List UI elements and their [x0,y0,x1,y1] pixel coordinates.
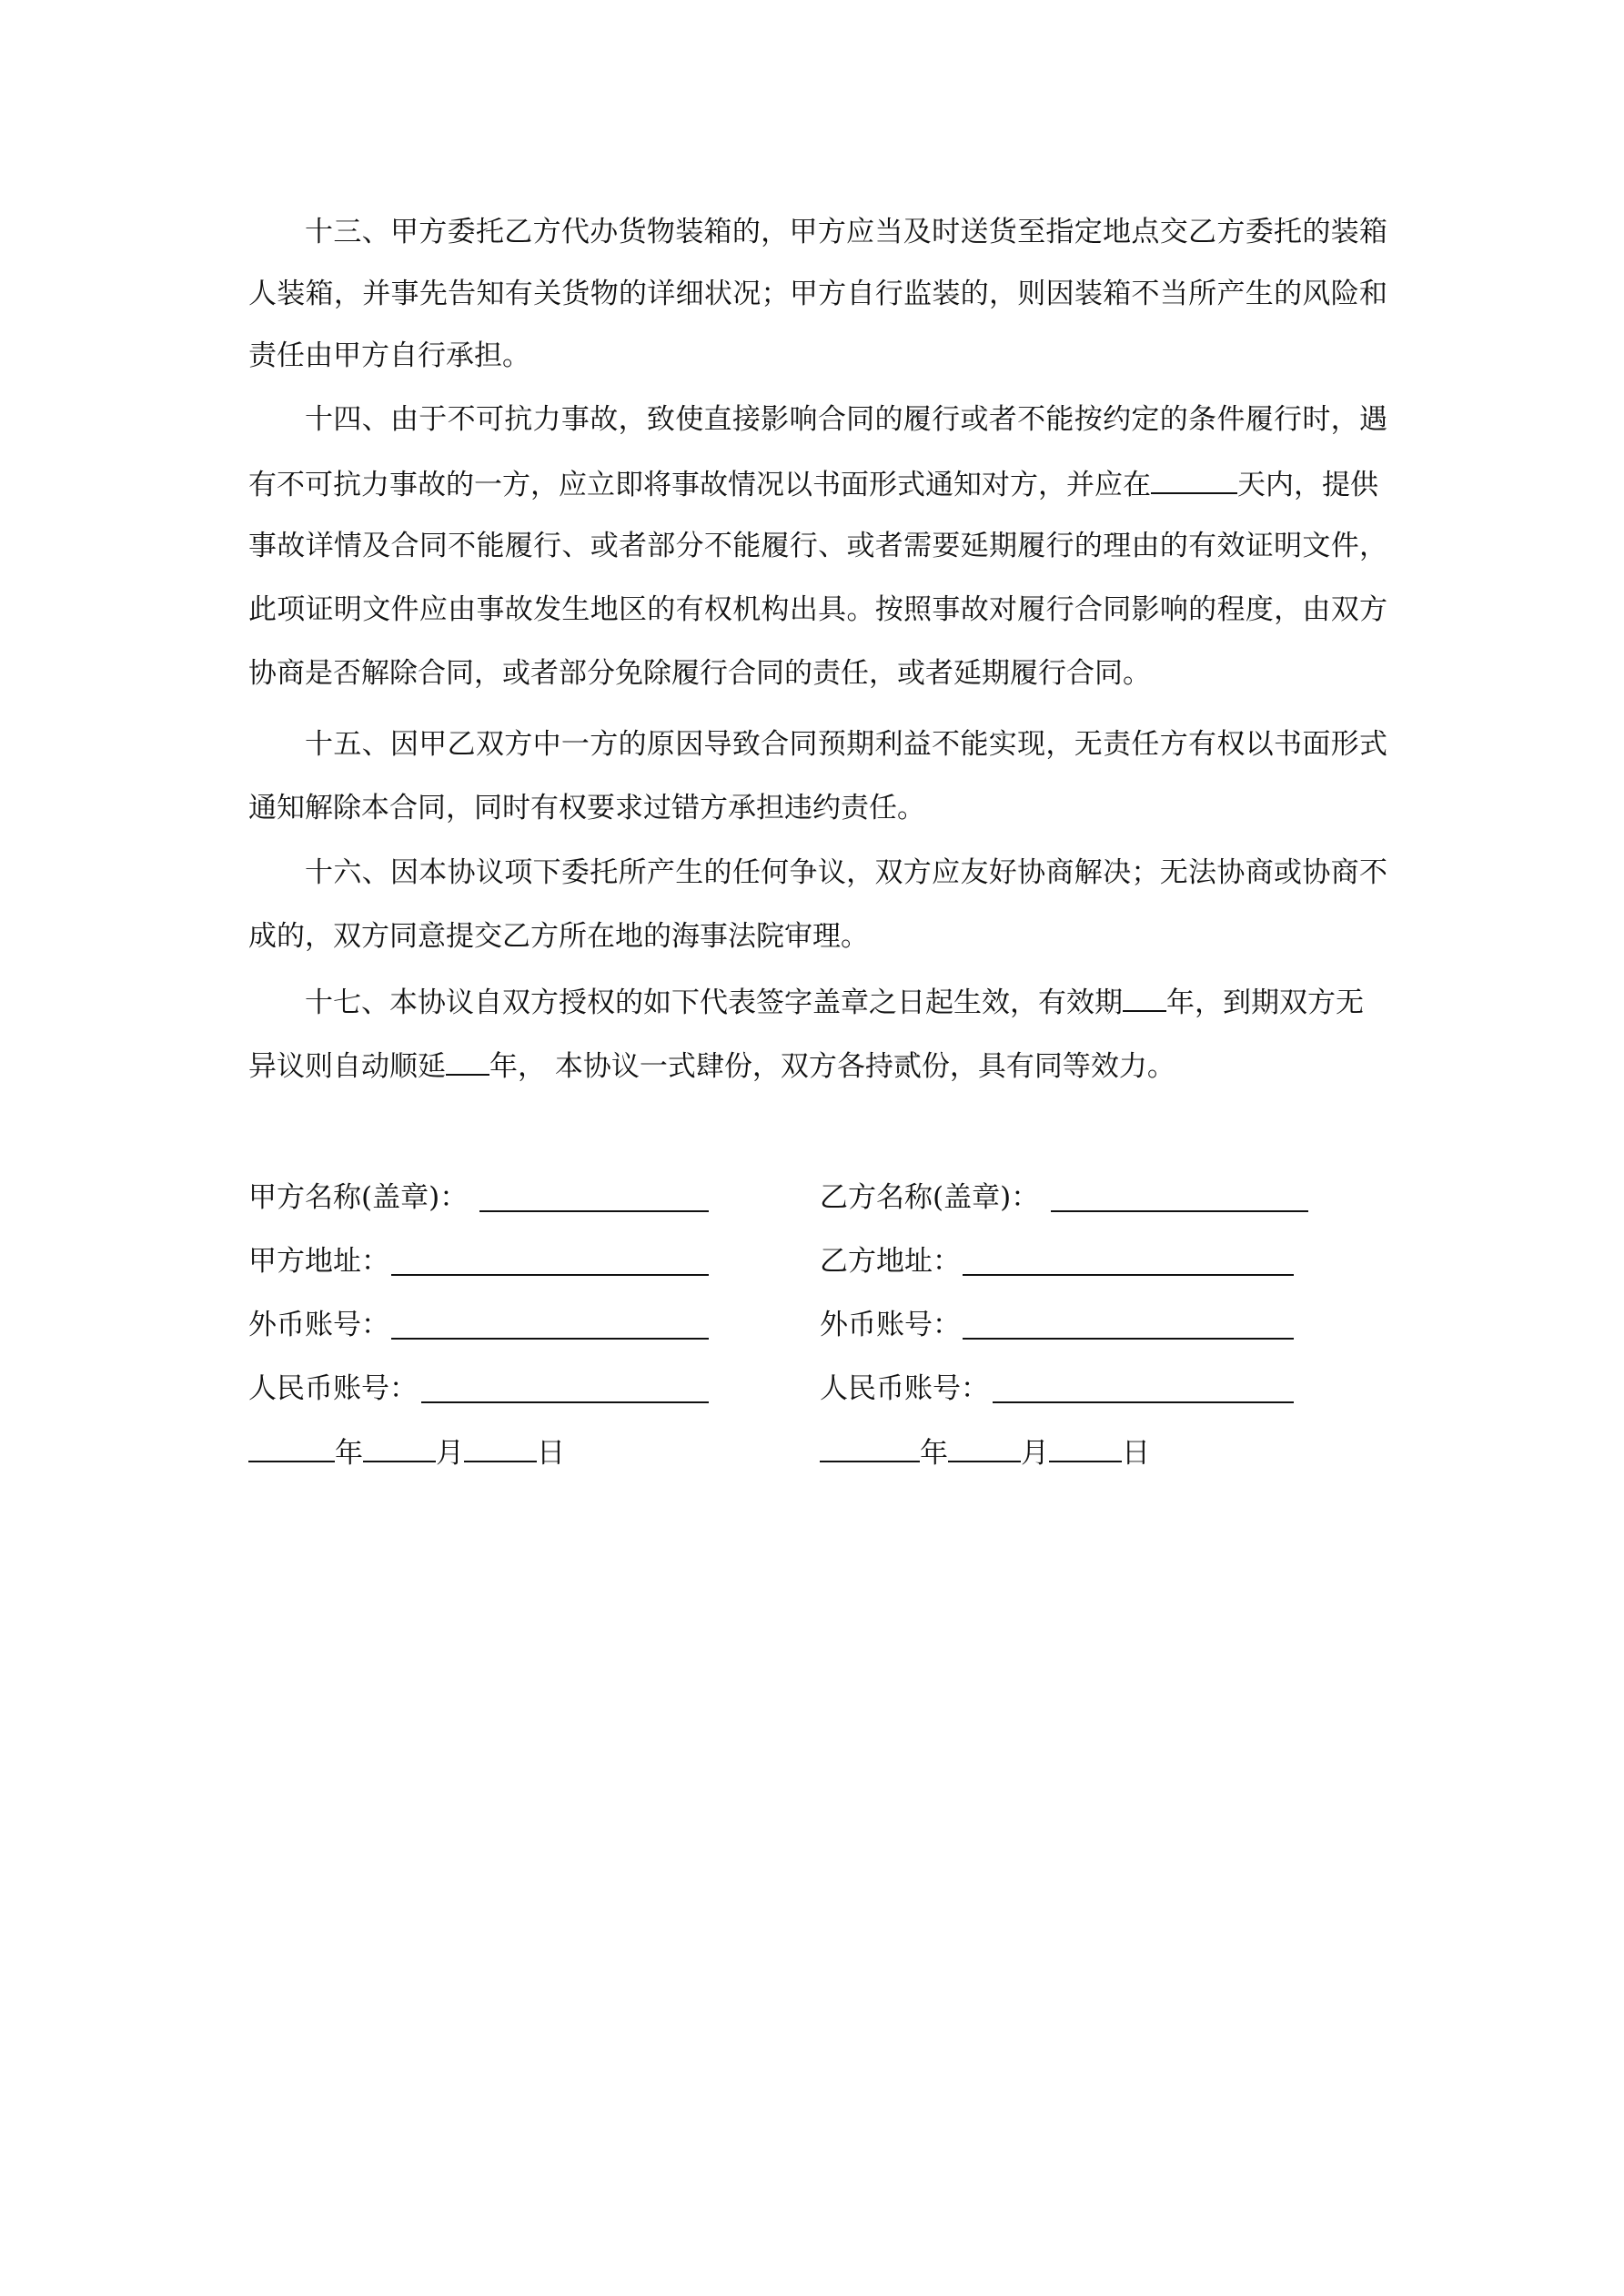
text-segment: 十七、本协议自双方授权的如下代表签字盖章之日起生效，有效期 [305,986,1123,1019]
field-label: 人民币账号： [820,1372,989,1405]
party-a-date-field[interactable] [248,1433,576,1470]
month-label: 月 [1021,1437,1049,1470]
party-b-fx-account-field[interactable] [820,1307,1294,1343]
text-line [305,983,1387,1019]
text-segment: 有不可抗力事故的一方，应立即将事故情况以书面形式通知对方，并应在 [248,469,1151,501]
day-label: 日 [537,1437,565,1470]
text-line: 十四、由于不可抗力事故，致使直接影响合同的履行或者不能按约定的条件履行时，遇 [305,403,1387,436]
month-blank[interactable] [363,1433,436,1462]
text-line: 十六、因本协议项下委托所产生的任何争议，双方应友好协商解决；无法协商或协商不 [305,856,1387,889]
text-line: 成的，双方同意提交乙方所在地的海事法院审理。 [248,920,869,953]
day-blank[interactable] [1049,1433,1122,1462]
text-segment: 异议则自动顺延 [248,1050,446,1083]
party-a-rmb-account-field[interactable] [248,1371,709,1407]
text-line: 协商是否解除合同，或者部分免除履行合同的责任，或者延期履行合同。 [248,657,1151,690]
day-label: 日 [1122,1437,1150,1470]
text-line [248,465,1387,501]
party-a-address-field[interactable] [248,1243,709,1279]
year-blank[interactable] [820,1433,920,1462]
text-line: 责任由甲方自行承担。 [248,339,530,372]
field-label: 甲方地址： [248,1245,389,1278]
text-line: 十五、因甲乙双方中一方的原因导致合同预期利益不能实现，无责任方有权以书面形式 [305,728,1387,761]
field-label: 乙方地址： [820,1245,961,1278]
month-label: 月 [436,1437,464,1470]
month-blank[interactable] [948,1433,1021,1462]
party-b-name-field[interactable] [820,1179,1308,1216]
text-segment: 年，到期双方无 [1166,986,1364,1019]
year-blank[interactable] [248,1433,335,1462]
party-a-name-field[interactable] [248,1179,709,1216]
field-label: 甲方名称(盖章)： [248,1181,469,1214]
text-line: 十三、甲方委托乙方代办货物装箱的，甲方应当及时送货至指定地点交乙方委托的装箱 [305,216,1387,248]
text-line: 此项证明文件应由事故发生地区的有权机构出具。按照事故对履行合同影响的程度，由双方 [248,593,1387,626]
text-line: 通知解除本合同，同时有权要求过错方承担违约责任。 [248,792,925,824]
validity-years-blank[interactable] [1123,983,1166,1012]
field-label: 外币账号： [248,1309,389,1341]
text-segment: 年， 本协议一式肆份，双方各持贰份，具有同等效力。 [489,1050,1175,1083]
field-label: 乙方名称(盖章)： [820,1181,1040,1214]
text-line [248,1047,1387,1083]
day-blank[interactable] [464,1433,537,1462]
party-b-rmb-account-field[interactable] [820,1371,1294,1407]
year-label: 年 [335,1437,363,1470]
party-b-date-field[interactable] [820,1433,1165,1470]
renewal-years-blank[interactable] [446,1047,489,1076]
text-segment: 天内，提供 [1237,469,1378,501]
days-blank[interactable] [1151,465,1237,494]
text-line: 人装箱，并事先告知有关货物的详细状况；甲方自行监装的，则因装箱不当所产生的风险和 [248,278,1387,310]
party-b-address-field[interactable] [820,1243,1294,1279]
field-label: 人民币账号： [248,1372,418,1405]
party-a-fx-account-field[interactable] [248,1307,709,1343]
year-label: 年 [920,1437,948,1470]
text-line: 事故详情及合同不能履行、或者部分不能履行、或者需要延期履行的理由的有效证明文件， [248,530,1387,562]
field-label: 外币账号： [820,1309,961,1341]
